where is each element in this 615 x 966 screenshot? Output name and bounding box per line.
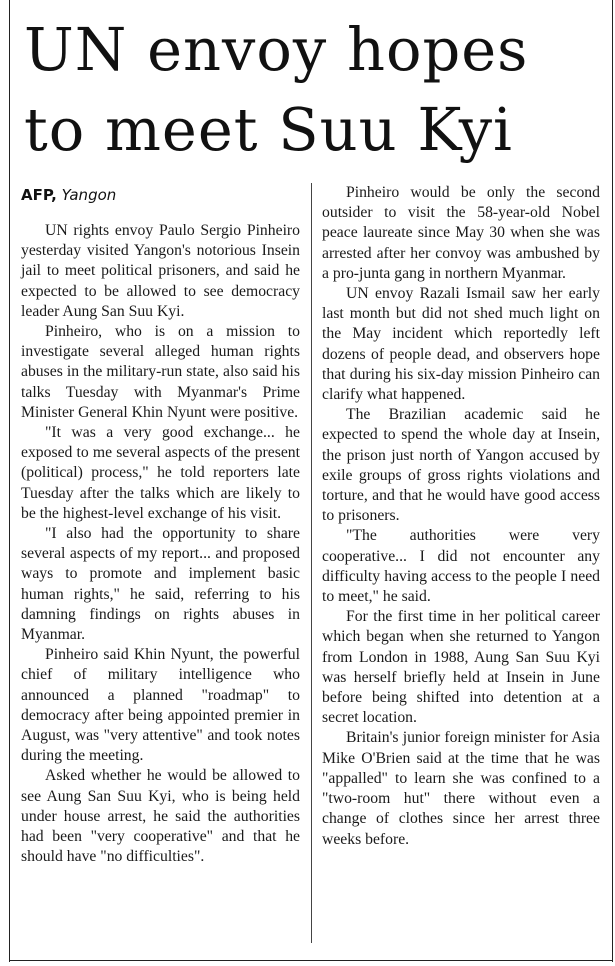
paragraph: "The authorities were very cooperative... I did not encounter any difficulty having access to the people I need to meet," he said. xyxy=(322,527,600,606)
paragraph: For the first time in her political career which began when she returned to Yangon from London in 1988, Aung San Suu Kyi was herself briefly held at Insein in June before being shifted into detention at a secret location. xyxy=(322,608,600,727)
byline-agency: AFP, xyxy=(21,186,57,204)
byline-location: Yangon xyxy=(61,186,117,204)
paragraph: UN envoy Razali Ismail saw her early last month but did not shed much light on the May incident which reportedly left dozens of people dead, and observers hope that during his six-day mission Pinheiro can clarify what happened. xyxy=(322,285,600,404)
right-column xyxy=(322,183,600,850)
paragraph: Pinheiro said Khin Nyunt, the powerful chief of military intelligence who announced a planned "roadmap" to democracy after being appointed premier in August, was "very attentive" and took notes during the meeting. xyxy=(21,646,300,765)
right-border-rule xyxy=(612,0,613,962)
paragraph: Pinheiro would be only the second outsider to visit the 58-year-old Nobel peace laureate since May 30 when she was arrested after her convoy was ambushed by a pro-junta gang in northern Myanmar. xyxy=(322,184,600,282)
paragraph: Britain's junior foreign minister for Asia Mike O'Brien said at the time that he was "appalled" to learn she was confined to a "two-room hut" there without even a change of clothes since her arrest three weeks before. xyxy=(322,729,600,848)
byline xyxy=(21,184,116,206)
paragraph: The Brazilian academic said he expected to spend the whole day at Insein, the prison just north of Yangon accused by exile groups of gross rights violations and torture, and that he would have good access to prisoners. xyxy=(322,406,600,525)
paragraph: Pinheiro, who is on a mission to investigate several alleged human rights abuses in the military-run state, also said his talks Tuesday with Myanmar's Prime Minister General Khin Nyunt were positive. xyxy=(21,323,300,421)
paragraph: "I also had the opportunity to share several aspects of my report... and proposed ways to promote and implement basic human rights," he said, referring to his damning findings on rights abuses in Myanmar. xyxy=(21,525,300,644)
headline: UN envoy hopes to meet Suu Kyi xyxy=(24,15,529,164)
paragraph: "It was a very good exchange... he exposed to me several aspects of the present (political) process," he told reporters late Tuesday after the talks which are likely to be the highest-level exchange of his visit. xyxy=(21,424,300,522)
bottom-border-rule xyxy=(9,960,613,961)
left-column xyxy=(21,221,300,868)
column-divider xyxy=(311,183,312,943)
paragraph: Asked whether he would be allowed to see Aung San Suu Kyi, who is being held under house arrest, he said the authorities had been "very cooperative" and that he should have "no difficulties". xyxy=(21,767,300,866)
paragraph: UN rights envoy Paulo Sergio Pinheiro yesterday visited Yangon's notorious Insein jail to meet political prisoners, and said he expected to be allowed to see democracy leader Aung San Suu Kyi. xyxy=(21,222,300,320)
left-border-rule xyxy=(9,0,10,962)
